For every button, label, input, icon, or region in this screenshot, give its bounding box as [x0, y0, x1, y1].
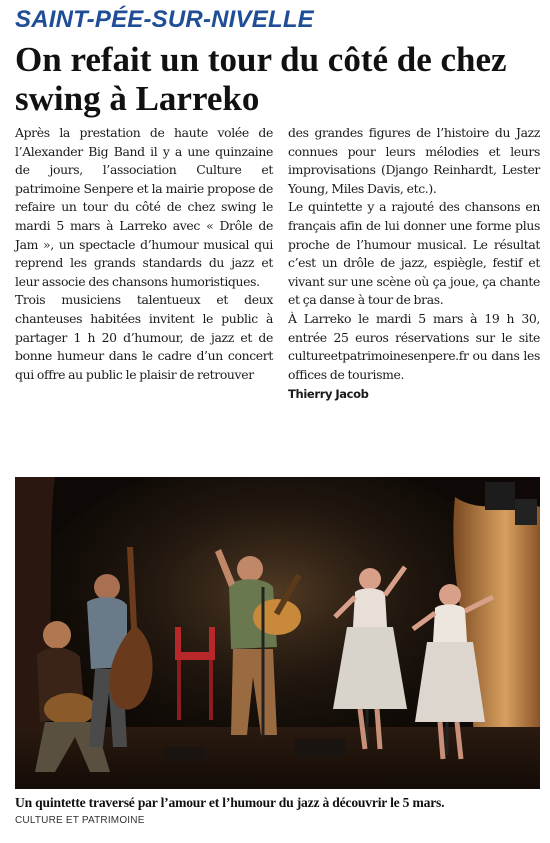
article-paragraph: Le quintette y a rajouté des chansons en français afin de lui donner une forme plus proche de l’humour musical. Le résultat c’est un drôle de jazz, espiègle, festif et vivant sur une scène où ça joue, ça chante et ça danse à tour de bras.	[288, 199, 540, 308]
article-author: Thierry Jacob	[288, 387, 369, 402]
article-column-left	[15, 124, 273, 384]
article-kicker: SAINT-PÉE-SUR-NIVELLE	[15, 6, 314, 33]
photo-credit: CULTURE ET PATRIMOINE	[15, 815, 145, 826]
article-paragraph: Trois musiciens talentueux et deux chanteuses habitées invitent le public à partager 1 h 20 d’humour, de jazz et de bonne humeur dans le cadre d’un concert qui offre au public le plaisir de retrouver	[15, 292, 273, 382]
article-headline: On refait un tour du côté de chez swing à Larreko	[15, 40, 507, 118]
article-paragraph: des grandes figures de l’histoire du Jazz connues pour leurs mélodies et leurs improvisations (Django Reinhardt, Lester Young, Miles Davis, etc.).	[288, 125, 540, 196]
article-column-right	[288, 124, 540, 404]
concert-photo-illustration	[15, 477, 540, 789]
article-paragraph: À Larreko le mardi 5 mars à 19 h 30, entrée 25 euros réservations sur le site cultureetpatrimoinesenpere.fr ou dans les offices de tourisme.	[288, 310, 540, 382]
concert-photo	[15, 477, 540, 789]
article-paragraph: Après la prestation de haute volée de l’Alexander Big Band il y a une quinzaine de jours, l’association Culture et patrimoine Senpere et la mairie propose de refaire un tour du côté de chez swing le mardi 5 mars à Larreko avec « Drôle de Jam », un spectacle d’humour musical qui reprend les grands standards du jazz et leur associe des chansons humoristiques.	[15, 125, 273, 289]
photo-caption: Un quintette traversé par l’amour et l’humour du jazz à découvrir le 5 mars.	[15, 795, 445, 810]
